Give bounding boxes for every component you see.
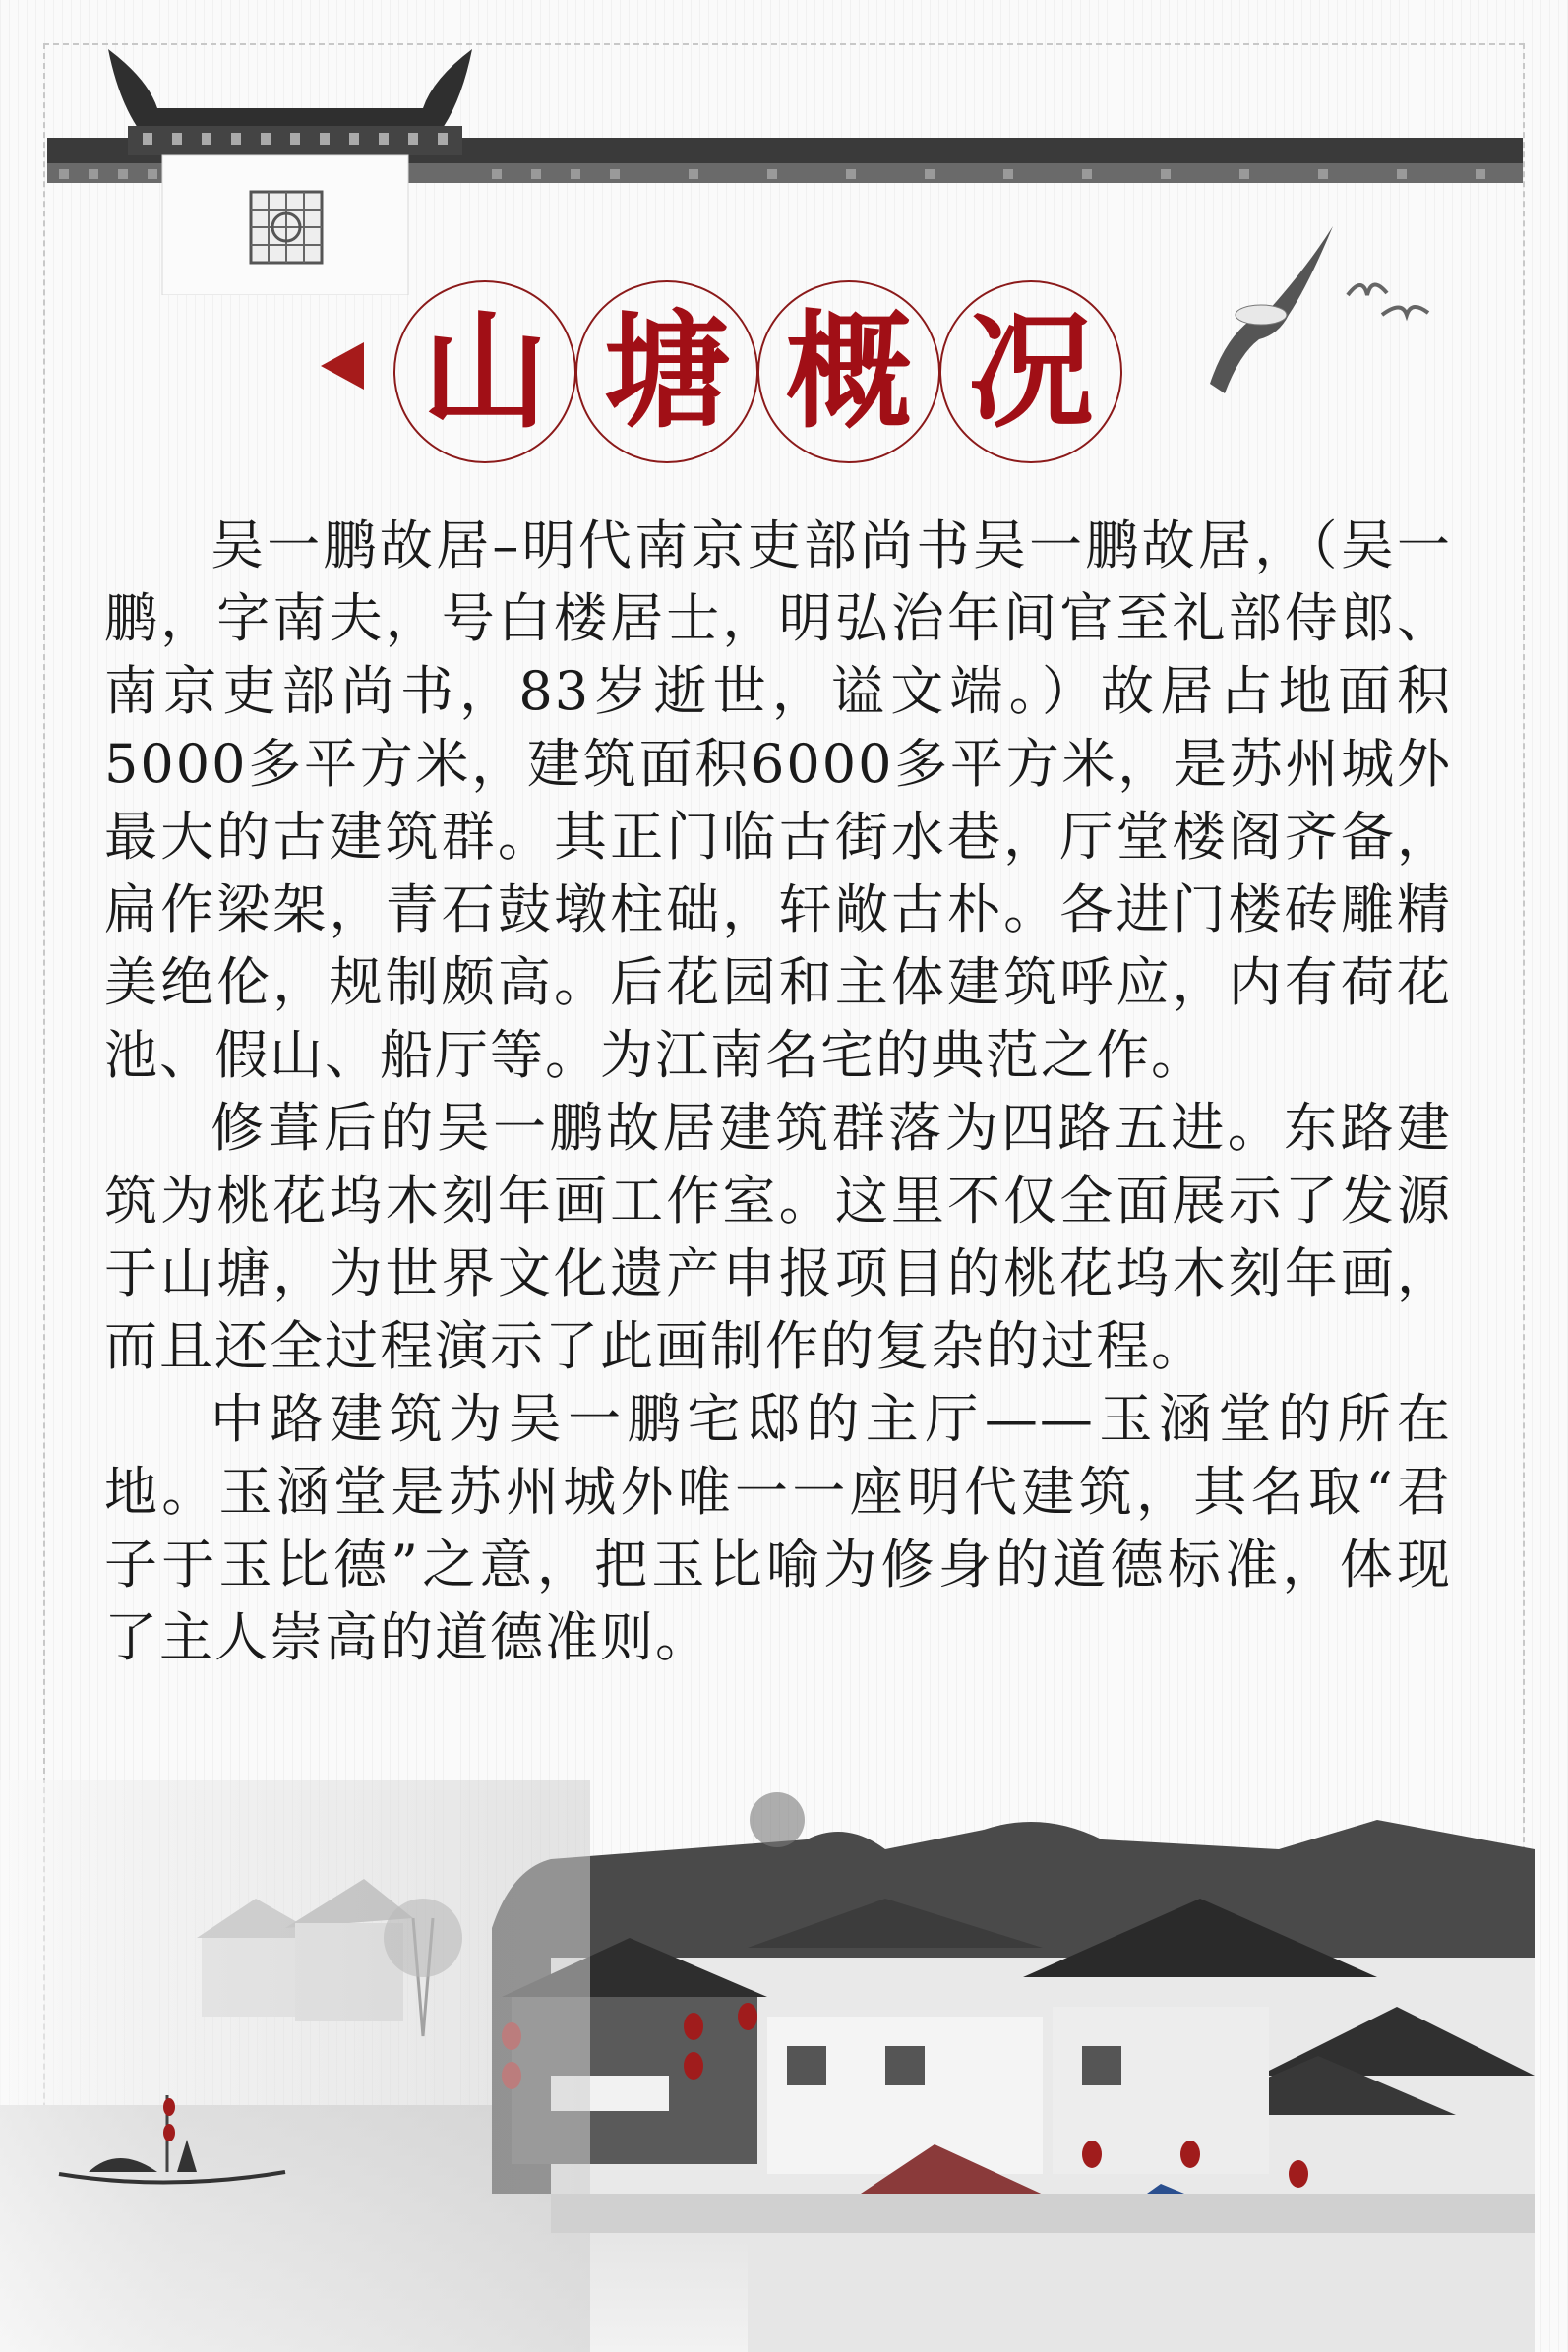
paragraph: 修葺后的吴一鹏故居建筑群落为四路五进。东路建筑为桃花坞木刻年画工作室。这里不仅全面展示了发源于山塘，为世界文化遗产申报项目的桃花坞木刻年画，而且还全过程演示了此画制作的复杂的过程。 <box>104 1097 1452 1377</box>
paragraph: 中路建筑为吴一鹏宅邸的主厅——玉涵堂的所在地。玉涵堂是苏州城外唯一一座明代建筑，其名取“君子于玉比德”之意，把玉比喻为修身的道德标准，体现了主人崇高的道德准则。 <box>104 1388 1452 1668</box>
village-illustration <box>0 1780 1568 2352</box>
triangle-left-icon <box>321 342 364 390</box>
title-char: 山 <box>393 280 576 463</box>
fishing-boat-icon <box>49 2085 295 2203</box>
page-title <box>315 271 1161 467</box>
title-char: 塘 <box>575 280 758 463</box>
article-body <box>104 510 1452 1674</box>
seagull-icon <box>1200 216 1436 413</box>
title-char: 况 <box>939 280 1122 463</box>
title-char: 概 <box>757 280 940 463</box>
lattice-window-icon <box>251 192 322 263</box>
paragraph: 吴一鹏故居–明代南京吏部尚书吴一鹏故居，（吴一鹏，字南夫，号白楼居士，明弘治年间官至礼部侍郎、南京吏部尚书，83岁逝世，谥文端。）故居占地面积5000多平方米，建筑面积6000多平方米，是苏州城外最大的古建筑群。其正门临古街水巷，厅堂楼阁齐备，扁作梁架，青石鼓墩柱础，轩敞古朴。各进门楼砖雕精美绝伦，规制颇高。后花园和主体建筑呼应，内有荷花池、假山、船厅等。为江南名宅的典范之作。 <box>104 514 1452 1086</box>
